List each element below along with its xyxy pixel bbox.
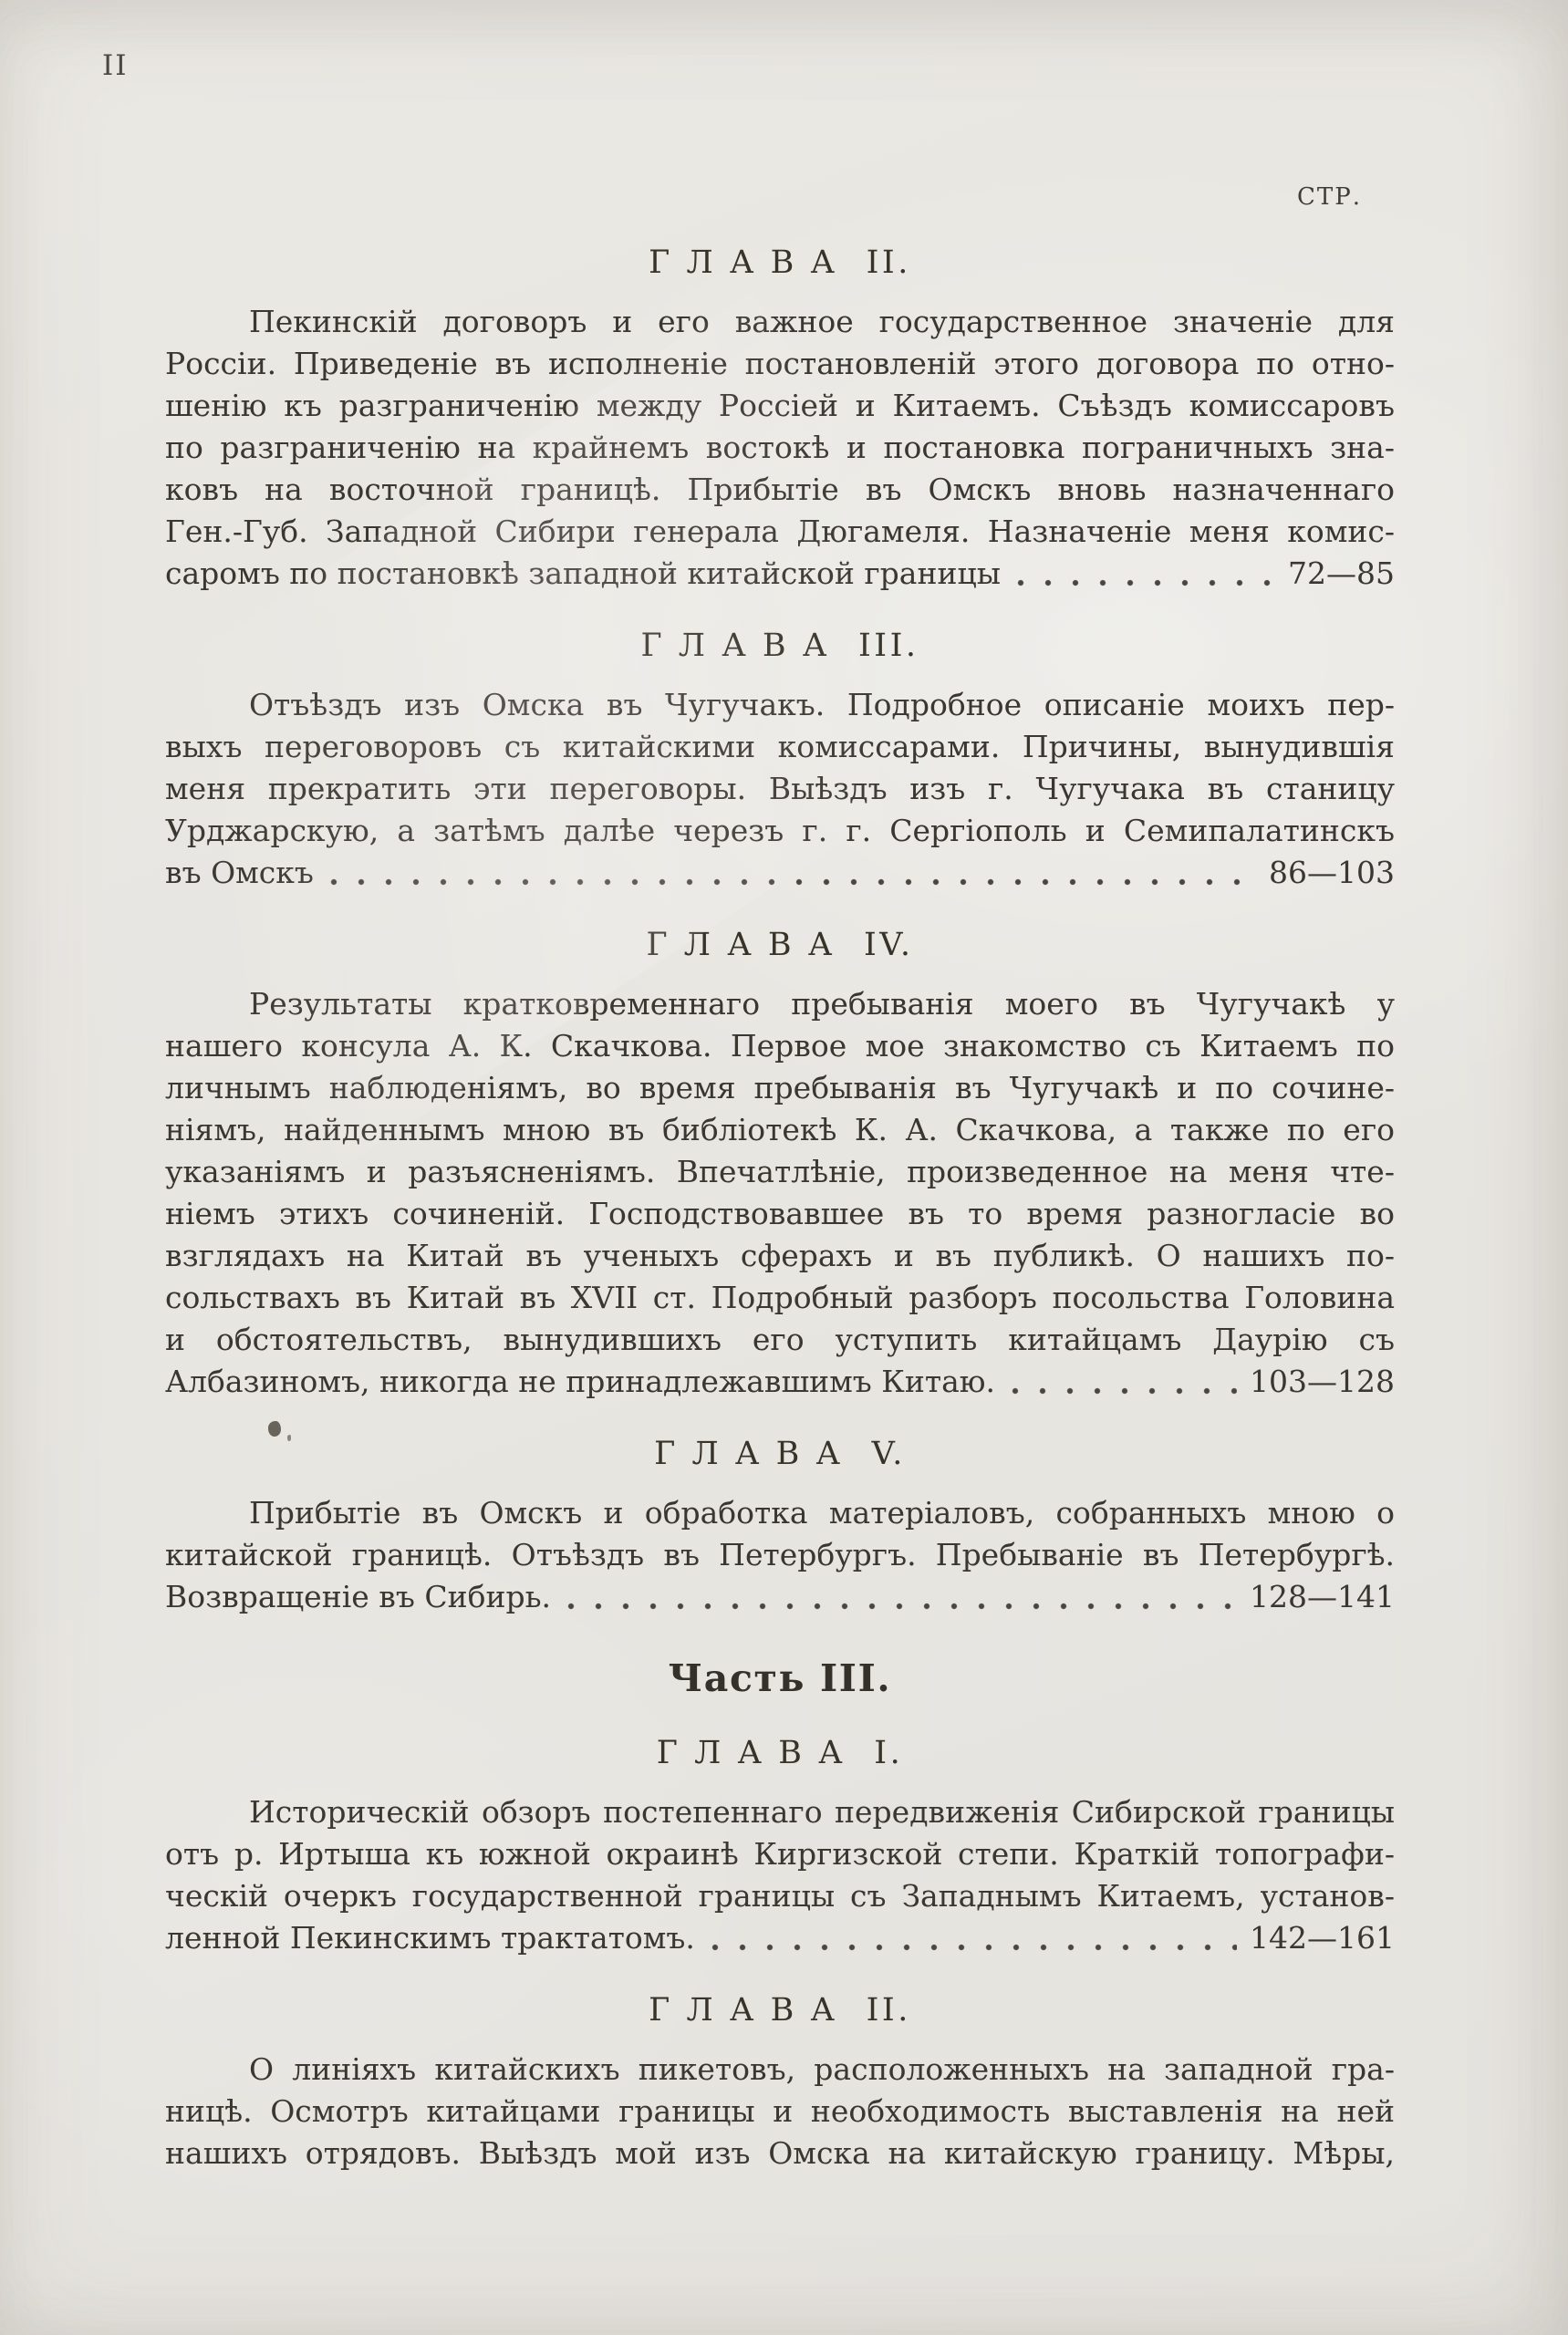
chapter-heading (165, 243, 1395, 283)
chapter-roman: III. (857, 628, 919, 664)
chapter-summary (165, 684, 1395, 894)
summary-line: ковъ на восточной границѣ. Прибытіе въ Омскъ вновь назначеннаго (165, 472, 1395, 507)
summary-line: ческій очеркъ государственной границы съ Западнымъ Китаемъ, установ- (165, 1878, 1395, 1914)
dot-leader (1012, 1385, 1237, 1396)
summary-line: ніемъ этихъ сочиненій. Господствовавшее въ то время разногласіе во (165, 1196, 1395, 1231)
summary-line: шенію къ разграниченію между Россіей и Китаемъ. Съѣздъ комиссаровъ (165, 388, 1395, 423)
chapter-word: ГЛАВА (646, 927, 849, 963)
summary-line: личнымъ наблюденіямъ, во время пребыванія въ Чугучакѣ и по сочине- (165, 1070, 1395, 1105)
summary-line: китайской границѣ. Отъѣздъ въ Петербургъ. Пребываніе въ Петербургѣ. (165, 1537, 1395, 1572)
chapter-roman: I. (874, 1735, 904, 1771)
toc-leader-row (165, 553, 1395, 595)
toc-section-part3-chapter-2 (165, 1990, 1395, 2174)
summary-line: ницѣ. Осмотръ китайцами границы и необходимость выставленія на ней (165, 2093, 1395, 2129)
toc-leader-row (165, 1917, 1395, 1959)
summary-line: Отъѣздъ изъ Омска въ Чугучакъ. Подробное описаніе моихъ пер- (249, 687, 1395, 722)
dot-leader (1017, 577, 1275, 588)
summary-line: Результаты кратковременнаго пребыванія моего въ Чугучакѣ у (249, 986, 1395, 1022)
toc-section-chapter-2 (165, 243, 1395, 595)
summary-line: отъ р. Иртыша къ южной окраинѣ Киргизской степи. Краткій топографи- (165, 1836, 1395, 1872)
chapter-summary (165, 1791, 1395, 1959)
summary-line: Пекинскій договоръ и его важное государственное значеніе для (249, 304, 1395, 339)
folio-number: II (102, 49, 129, 82)
summary-line: взглядахъ на Китай въ ученыхъ сферахъ и въ публикѣ. О нашихъ по- (165, 1238, 1395, 1273)
chapter-summary (165, 301, 1395, 595)
summary-line: сольствахъ въ Китай въ XVII ст. Подробный разборъ посольства Головина (165, 1280, 1395, 1315)
toc-leader-row (165, 1576, 1395, 1618)
summary-line: меня прекратить эти переговоры. Выѣздъ изъ г. Чугучака въ станицу (165, 771, 1395, 806)
chapter-summary (165, 2049, 1395, 2174)
chapter-roman: II. (866, 244, 911, 281)
summary-tail: Возвращеніе въ Сибирь. (165, 1579, 552, 1614)
chapter-roman: V. (871, 1436, 906, 1472)
dot-leader (330, 877, 1256, 887)
chapter-roman: IV. (863, 927, 914, 963)
toc-section-chapter-5 (165, 1434, 1395, 1618)
summary-line: Россіи. Приведеніе въ исполненіе постановленій этого договора по отно- (165, 346, 1395, 381)
summary-tail: въ Омскъ (165, 855, 314, 890)
page-range: 142—161 (1250, 1920, 1395, 1956)
summary-tail: саромъ по постановкѣ западной китайской границы (165, 555, 1001, 591)
summary-line: нашего консула А. К. Скачкова. Первое мое знакомство съ Китаемъ по (165, 1028, 1395, 1064)
chapter-word: ГЛАВА (649, 244, 852, 281)
summary-line: выхъ переговоровъ съ китайскими комиссарами. Причины, вынудившія (165, 729, 1395, 764)
ink-blot (268, 1421, 281, 1437)
chapter-word: ГЛАВА (656, 1735, 859, 1771)
toc-section-chapter-4 (165, 925, 1395, 1403)
chapter-word: ГЛАВА (640, 628, 844, 664)
summary-line: Ген.-Губ. Западной Сибири генерала Дюгамеля. Назначеніе меня комис- (165, 514, 1395, 549)
toc-leader-row (165, 852, 1395, 894)
chapter-summary (165, 983, 1395, 1403)
chapter-word: ГЛАВА (654, 1436, 857, 1472)
summary-line: по разграниченію на крайнемъ востокѣ и постановка пограничныхъ зна- (165, 430, 1395, 465)
chapter-word: ГЛАВА (649, 1992, 852, 2029)
page-range: 103—128 (1250, 1364, 1395, 1399)
toc-section-part3-chapter-1 (165, 1733, 1395, 1959)
summary-tail: Албазиномъ, никогда не принадлежавшимъ Китаю. (165, 1364, 995, 1399)
page-range: 128—141 (1250, 1579, 1395, 1614)
chapter-heading (165, 1434, 1395, 1474)
summary-line: Урджарскую, а затѣмъ далѣе черезъ г. г. Сергіополь и Семипалатинскъ (165, 813, 1395, 848)
chapter-heading (165, 626, 1395, 666)
toc-section-chapter-3 (165, 626, 1395, 894)
summary-tail: ленной Пекинскимъ трактатомъ. (165, 1920, 695, 1956)
summary-line: Историческій обзоръ постепеннаго передвиженія Сибирской границы (249, 1794, 1395, 1830)
summary-line: и обстоятельствъ, вынудившихъ его уступить китайцамъ Даурію съ (165, 1322, 1395, 1357)
chapter-heading (165, 1990, 1395, 2030)
chapter-roman: II. (866, 1992, 911, 2029)
dot-leader (567, 1601, 1237, 1612)
page-column-header: СТР. (1297, 183, 1362, 211)
chapter-heading (165, 925, 1395, 965)
summary-line: Прибытіе въ Омскъ и обработка матеріаловъ, собранныхъ мною о (249, 1495, 1395, 1531)
part-heading: Часть III. (668, 1656, 892, 1700)
summary-line: ніямъ, найденнымъ мною въ библіотекѣ К. А. Скачкова, а также по его (165, 1112, 1395, 1147)
page-range: 72—85 (1288, 555, 1395, 591)
page-range: 86—103 (1269, 855, 1395, 890)
summary-line: указаніямъ и разъясненіямъ. Впечатлѣніе, произведенное на меня чте- (165, 1154, 1395, 1189)
chapter-heading (165, 1733, 1395, 1773)
summary-line: О линіяхъ китайскихъ пикетовъ, расположенныхъ на западной гра- (249, 2051, 1395, 2087)
chapter-summary (165, 1492, 1395, 1618)
toc-leader-row (165, 1361, 1395, 1403)
dot-leader (711, 1942, 1237, 1953)
summary-line: нашихъ отрядовъ. Выѣздъ мой изъ Омска на китайскую границу. Мѣры, (165, 2135, 1395, 2171)
